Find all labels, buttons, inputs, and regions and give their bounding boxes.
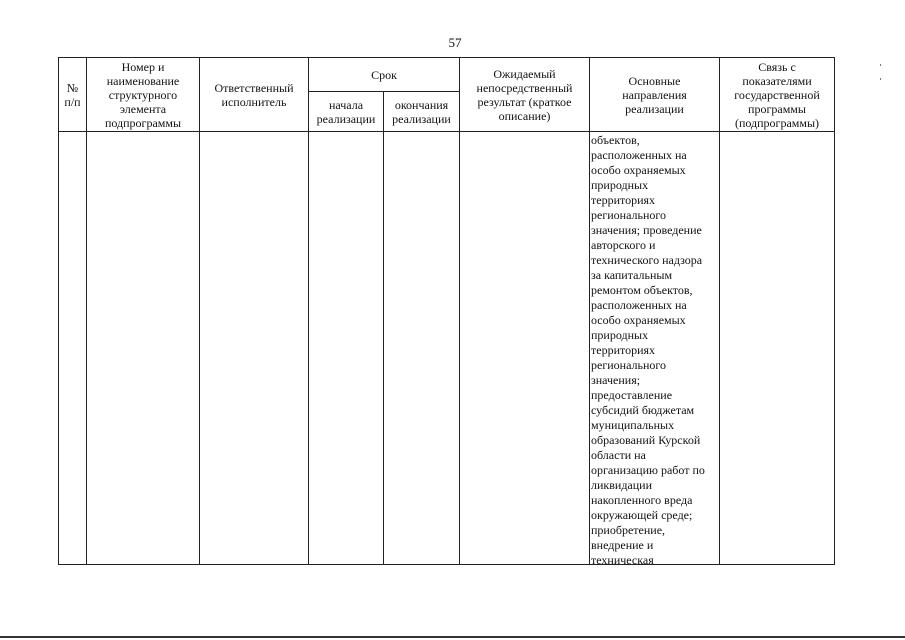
scan-speck xyxy=(880,78,881,80)
column-divider xyxy=(459,57,460,565)
header-term-start-text: начала реализации xyxy=(316,97,376,126)
column-divider xyxy=(383,91,384,565)
header-term xyxy=(309,58,459,91)
column-divider xyxy=(308,57,309,565)
header-expected-result xyxy=(460,58,589,131)
main-directions-cell: объектов, расположенных на особо охраняемых природных территориях регионального значения; проведение авторского и технического надзора за капитальным ремонтом объектов, расположенных на особо охраняемых природных территориях регионального значения; предоставление субсидий бюджетам муниципальных образований Курской области на организацию работ по ликвидации накопленного вреда окружающей среде; приобретение, внедрение и техническая xyxy=(591,133,705,567)
header-program-indicators xyxy=(720,58,834,131)
page-number: 57 xyxy=(448,35,462,50)
header-expected-result-text: Ожидаемый непосредственный результат (краткое описание) xyxy=(476,66,573,123)
scan-bottom-edge xyxy=(0,636,905,638)
header-term-start xyxy=(309,92,383,131)
header-bottom-line xyxy=(58,131,835,132)
header-term-end xyxy=(384,92,459,131)
header-program-indicators-text: Связь с показателями государственной программы (подпрограммы) xyxy=(734,59,820,130)
header-term-text: Срок xyxy=(371,67,397,82)
header-structural-element-text: Номер и наименование структурного элемента подпрограммы xyxy=(104,59,182,130)
header-term-end-text: окончания реализации xyxy=(392,97,451,126)
scan-speck xyxy=(880,64,881,66)
header-structural-element xyxy=(87,58,199,131)
header-main-directions xyxy=(590,58,719,131)
header-executor-text: Ответственный исполнитель xyxy=(214,80,294,109)
header-main-directions-text: Основные направления реализации xyxy=(622,73,687,116)
column-divider xyxy=(719,57,720,565)
table-border-right xyxy=(834,57,835,565)
column-divider xyxy=(589,57,590,565)
header-number xyxy=(59,58,86,131)
header-number-text: № п/п xyxy=(64,80,81,109)
column-divider xyxy=(199,57,200,565)
column-divider xyxy=(86,57,87,565)
table-border-left xyxy=(58,57,59,565)
header-executor xyxy=(200,58,308,131)
